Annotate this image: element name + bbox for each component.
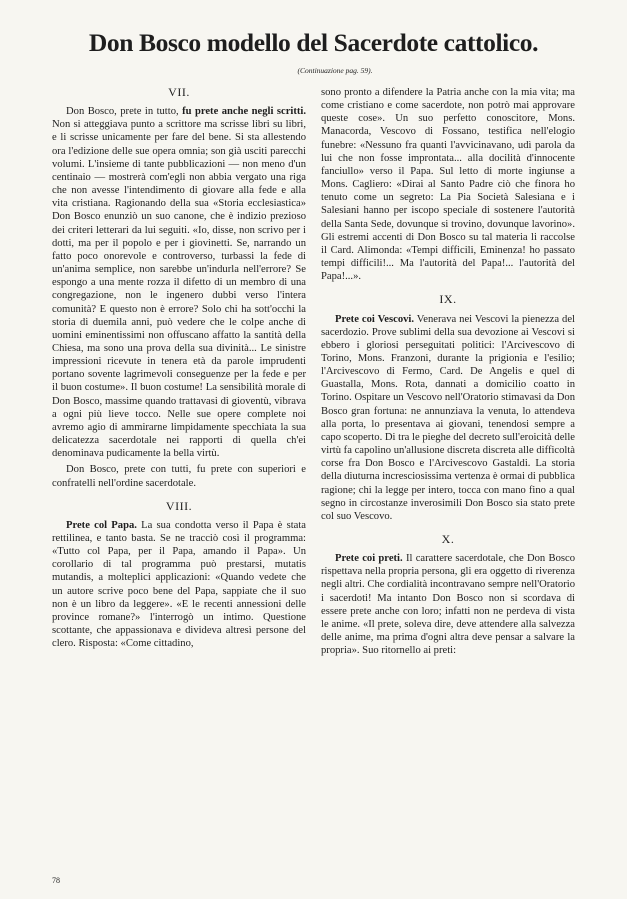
right-column [321,86,575,657]
paragraph-text: La sua condotta verso il Papa è stata rettilinea, e tanto basta. Se ne tracciò così il programma: «Tutto col Papa, per il Papa, amando il Papa». Un corollario di tal programma può prestarsi, mutatis mutandis, a molteplici applicazioni: «Quando vedete che un autore scrive poco bene del Papa, sappiate che il suo non è un libro da leggere». «E le recenti annessioni delle province romane?» l'interrogò un intimo. Questione scottante, che appassionava e divideva altresì persone del clero. Risposta: «Come cittadino, [52,519,306,650]
page-number: 78 [52,876,60,885]
continuation-note: (Continuazione pag. 59). [297,66,373,75]
emphasis: Prete coi Vescovi. [335,313,415,325]
page-title: Don Bosco modello del Sacerdote cattolico. [88,28,539,57]
paragraph [321,552,575,657]
emphasis: Prete coi preti. [335,553,403,565]
section-heading-ix: IX. [439,292,457,307]
paragraph: Don Bosco, prete con tutti, fu prete con superiori e confratelli nell'ordine sacerdotale. [52,464,306,489]
section-heading-x: X. [441,532,455,546]
paragraph-text: Don Bosco, prete in tutto, [66,106,183,118]
paragraph-text: Non si atteggiava punto a scrittore ma scrisse libri su libri, e li scrisse unicamente per fare del bene. Si sta allestendo ora l'edizione delle sue opera omnia; son già usciti parecchi volumi. L'insieme di tante pubblicazioni — non meno d'un centinaio — mostrerà com'egli non abbia vergato una riga che non avesse l'intendimento di giovare alla fede e alla vita cristiana. Ragionando della sua «Storia ecclesiastica» Don Bosco enunziò un suo canone, che è indizio prezioso dei criteri letterari da lui seguiti. «Io, disse, non scrivo per i dotti, ma per il popolo e per i giovinetti. Se, narrando un fatto poco onorevole e controverso, turbassi la fede di un'anima semplice, non sarebbe un'indurla nell'errore? Se espongo a una mente rozza il difetto di un membro di una congregazione, non le ingenero dubbi verso l'intera comunità? E questo non è errore? Solo chi ha sott'occhi la storia di duemila anni, può vedere che le colpe anche di uomini eminentissimi non offuscano affatto la santità della Chiesa, ma sono una prova della sua divinità... Le sinistre impressioni ricevute in tenera età da parole imprudenti portano sovente lagrimevoli conseguenze per la fede e per il buon costume». Il buon costume! La sensibilità morale di Don Bosco, massime quando trattavasi di gioventù, vibrava a ogni più lieve tocco. Nelle sue opere complete noi avremo agio di ammirarne limpidamente specchiata la sua delicatezza sacerdotale nei rapporti di quella ch'ei denominava pudicamente la bella virtù. [52,119,306,460]
emphasis: fu prete anche negli scritti. [182,106,307,118]
emphasis: Prete col Papa. [66,519,137,531]
left-column [52,86,306,650]
paragraph-text: Venerava nei Vescovi la pienezza del sacerdozio. Prove sublimi della sua devozione ai Vescovi si ebbero i gloriosi perseguitati politici: l'Arcivescovo di Torino, Mons. Franzoni, durante la prigionia e l'esilio; l'Arcivescovo di Fermo, Card. De Angelis e quel di Guastalla, Mons. Rota, dannati a domicilio coatto in Torino. Ospitare un Vescovo nell'Oratorio stimavasi da Don Bosco gran fortuna: ne annunziava la venuta, lo attendeva alla porta, lo presentava ai giovani, tenendosi sempre a capo scoperto. Di tra le pieghe del decreto sull'eroicità delle virtù fa capolino un'allusione discreta discreta alle difficoltà corse fra Don Bosco e l'Arcivescovo Gastaldi. La storia della diuturna incresciosissima vertenza è ormai di pubblica ragione; chi la legge per intero, tocca con mano fino a qual segno in circostanze inverosimili Don Bosco sia stato prete col suo Vescovo. [321,313,576,522]
paragraph-text: Il carattere sacerdotale, che Don Bosco rispettava nella propria persona, gli era oggetto di riverenza negli altri. Che cordialità incontravano sempre nell'Oratorio i sacerdoti! Ma intanto Don Bosco non si scordava di essere prete anche con loro; infatti non ne perdeva di vista le anime. «Il prete, soleva dire, deve attendere alla salvezza delle anime, ma prima d'ogni altra deve pensar a salvare la propria». Suo ritornello ai preti: [321,553,575,657]
paragraph [52,105,306,460]
paragraph [321,313,575,524]
paragraph: sono pronto a difendere la Patria anche con la mia vita; ma come cristiano e come sacerdote, non potrò mai approvare queste cose». Un suo perfetto conoscitore, Mons. Manacorda, Vescovo di Fossano, testifica nell'elogio funebre: «Nessuno fra quanti l'avvicinavano, udì parola da lui che non fosse improntata... alla docilità d'innocente fanciullo» verso il Papa. Sul letto di morte ingiunse a Mons. Cagliero: «Dirai al Santo Padre ciò che finora ho tenuto come un segreto: La Pia Società Salesiana e i Salesiani hanno per iscopo speciale di sostenere l'autorità della Santa Sede, dovunque si trovino, dovunque lavorino». Gli estremi accenti di Don Bosco su tal materia li raccolse il Card. Alimonda: «Tempi difficili, Eminenza! ho passato tempi difficili!... Ma l'autorità del Papa!... l'autorità del Papa!...». [321,87,575,283]
section-heading-viii: VIII. [165,498,193,513]
paragraph [52,519,306,651]
section-heading-vii: VII. [168,85,190,99]
